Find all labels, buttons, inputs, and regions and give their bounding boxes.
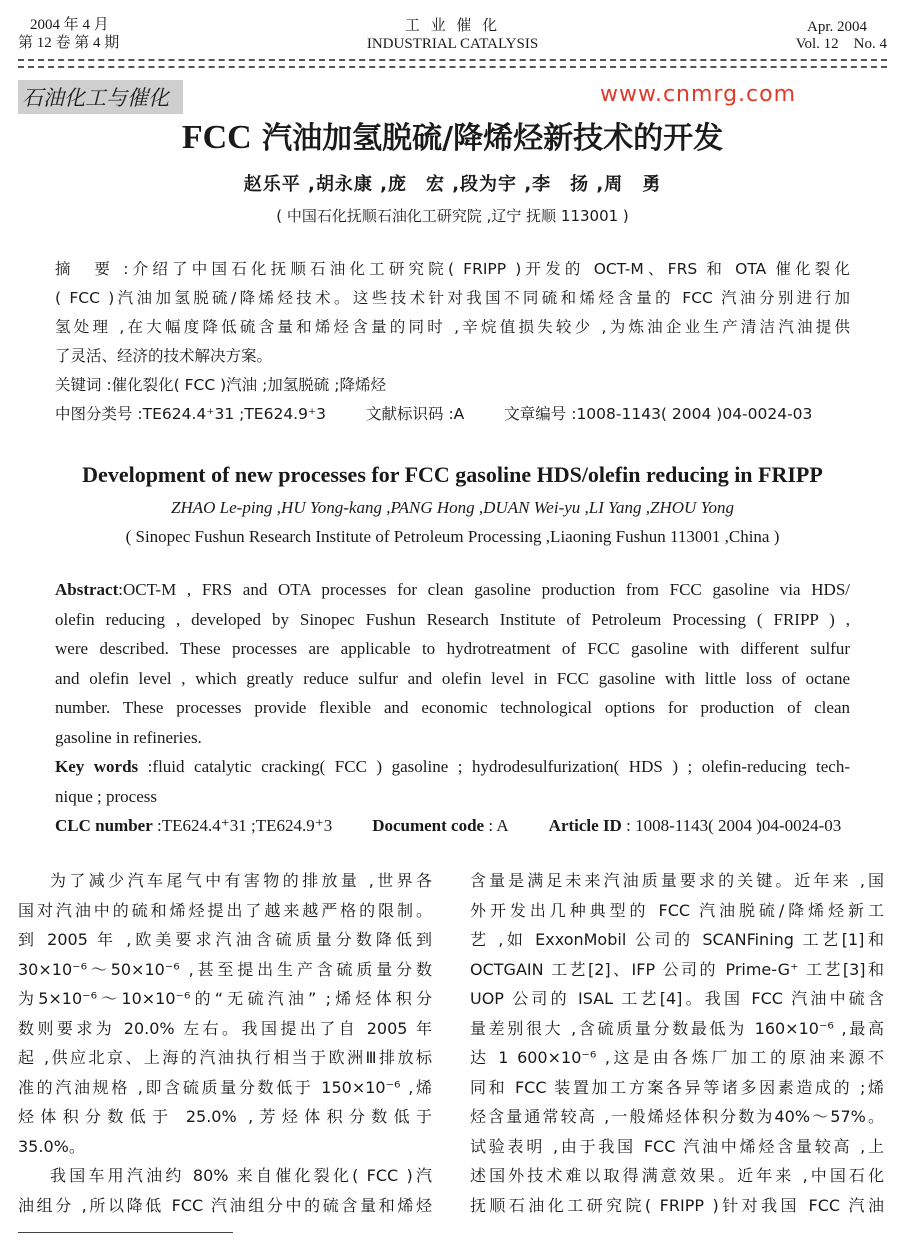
- body-line: 35.0%。: [18, 1136, 85, 1156]
- section-tag: 石油化工与催化: [18, 80, 183, 114]
- abstract-label: Abstract: [55, 580, 119, 599]
- cn-doc-code: 文献标识码 :A: [366, 405, 465, 423]
- body-line: 烃含量通常较高 ,一般烯烃体积分数为40%～57%。: [470, 1107, 884, 1126]
- en-authors: ZHAO Le-ping ,HU Yong-kang ,PANG Hong ,DUAN Wei-yu ,LI Yang ,ZHOU Yong: [171, 498, 734, 517]
- body-line: 我国车用汽油约 80% 来自催化裂化( FCC )汽: [50, 1166, 432, 1185]
- abstract-line: 了灵活、经济的技术解决方案。: [55, 347, 273, 365]
- body-line: 外开发出几种典型的 FCC 汽油脱硫/降烯烃新工: [470, 900, 884, 920]
- body-left-column: [18, 866, 432, 1220]
- body-line: 起 ,供应北京、上海的汽油执行相当于欧洲Ⅲ排放标: [18, 1048, 432, 1067]
- body-line: 国对汽油中的硫和烯烃提出了越来越严格的限制。: [18, 900, 432, 920]
- body-line: 试验表明 ,由于我国 FCC 汽油中烯烃含量较高 ,上: [470, 1136, 884, 1156]
- abstract-line: 氢处理 ,在大幅度降低硫含量和烯烃含量的同时 ,辛烷值损失较少 ,为炼油企业生产清洁汽油提供: [55, 318, 850, 336]
- body-line: 30×10⁻⁶～50×10⁻⁶ ,甚至提出生产含硫质量分数: [18, 959, 432, 979]
- affiliation: ( 中国石化抚顺石油化工研究院 ,辽宁 抚顺 113001 ): [276, 207, 629, 225]
- body-line: 准的汽油规格 ,即含硫质量分数低于 150×10⁻⁶ ,烯: [18, 1077, 432, 1097]
- en-abstract-line: number. These processes provide flexible and economic technological options for production of clean: [55, 698, 850, 717]
- body-line: 为5×10⁻⁶～10×10⁻⁶的“无硫汽油” ;烯烃体积分: [18, 989, 432, 1008]
- cn-article-no: 文章编号 :1008-1143( 2004 )04-0024-03: [504, 405, 813, 423]
- body-right-column: [470, 866, 884, 1220]
- keywords-label: Key words: [55, 757, 139, 776]
- body-line: UOP 公司的 ISAL 工艺[4]。我国 FCC 汽油中硫含: [470, 989, 884, 1008]
- en-keywords: Key words :fluid catalytic cracking( FCC ) gasoline ; hydrodesulfurization( HDS ) ; olefin-reducing tech-: [55, 757, 850, 776]
- cn-clc: 中图分类号 :TE624.4⁺31 ;TE624.9⁺3: [55, 405, 327, 423]
- en-doc-code: Document code : A: [372, 816, 509, 835]
- body-line: 达 1 600×10⁻⁶ ,这是由各炼厂加工的原油来源不: [470, 1048, 884, 1067]
- body-line: OCTGAIN 工艺[2]、IFP 公司的 Prime-G⁺ 工艺[3]和: [470, 959, 884, 979]
- body-line: 烃体积分数低于 25.0% ,芳烃体积分数低于: [18, 1107, 432, 1126]
- en-clc: CLC number :TE624.4⁺31 ;TE624.9⁺3: [55, 816, 333, 835]
- body-line: 述国外技术难以取得满意效果。近年来 ,中国石化: [470, 1166, 884, 1185]
- cn-keywords: 关键词 :催化裂化( FCC )汽油 ;加氢脱硫 ;降烯烃: [55, 376, 386, 394]
- body-line: 艺 ,如 ExxonMobil 公司的 SCANFining 工艺[1]和: [470, 930, 884, 949]
- en-abstract-line: gasoline in refineries.: [55, 727, 202, 747]
- en-abstract-line: were described. These processes are applicable to hydrotreatment of FCC gasoline with different sulfur: [55, 639, 850, 658]
- title-rest: 汽油加氢脱硫/降烯烃新技术的开发: [251, 121, 724, 156]
- en-abstract: [55, 575, 850, 841]
- en-abstract-line: and olefin level , which greatly reduce sulfur and olefin level in FCC gasoline with little loss of octane: [55, 668, 850, 688]
- cn-meta: [55, 400, 850, 429]
- body-line: 含量是满足未来汽油质量要求的关键。近年来 ,国: [470, 871, 884, 890]
- body-line: 同和 FCC 装置加工方案各异等诸多因素造成的 ;烯: [470, 1077, 884, 1097]
- body-line: 油组分 ,所以降低 FCC 汽油组分中的硫含量和烯烃: [18, 1195, 432, 1215]
- volume-cn: 第 12 卷 第 4 期: [18, 35, 120, 51]
- en-abstract-line: olefin reducing , developed by Sinopec Fushun Research Institute of Petroleum Processing ( FRIPP ) ,: [55, 609, 850, 629]
- body-line: 抚顺石油化工研究院( FRIPP )针对我国 FCC 汽油: [470, 1195, 884, 1215]
- body-line: 到 2005 年 ,欧美要求汽油含硫质量分数降低到: [18, 930, 432, 949]
- en-keywords-cont: nique ; process: [55, 786, 157, 806]
- footnote-rule: [18, 1232, 233, 1233]
- en-article-id: Article ID : 1008-1143( 2004 )04-0024-03: [548, 816, 842, 835]
- issue-date-cn: 2004 年 4 月: [30, 17, 109, 33]
- en-meta: [55, 811, 850, 841]
- en-affiliation: ( Sinopec Fushun Research Institute of Petroleum Processing ,Liaoning Fushun 113001 ,China ): [125, 527, 780, 546]
- en-abstract-line: Abstract:OCT-M , FRS and OTA processes for clean gasoline production from FCC gasoline via HDS/: [55, 580, 850, 599]
- paper-title: [0, 118, 905, 159]
- header-rule: [18, 59, 887, 68]
- body-line: 为了减少汽车尾气中有害物的排放量 ,世界各: [50, 871, 432, 890]
- abstract-line: 摘 要 :介绍了中国石化抚顺石油化工研究院( FRIPP )开发的 OCT-M、FRS 和 OTA 催化裂化: [55, 260, 850, 278]
- authors: 赵乐平 ,胡永康 ,庞 宏 ,段为宇 ,李 扬 ,周 勇: [243, 174, 662, 195]
- journal-name-cn: 工 业 催 化: [404, 16, 501, 34]
- volume-en: Vol. 12 No. 4: [795, 36, 887, 52]
- issue-date-en: Apr. 2004: [807, 19, 867, 35]
- body-line: 数则要求为 20.0% 左右。我国提出了自 2005 年: [18, 1018, 432, 1038]
- en-title: Development of new processes for FCC gasoline HDS/olefin reducing in FRIPP: [82, 462, 823, 487]
- abstract-line: ( FCC )汽油加氢脱硫/降烯烃技术。这些技术针对我国不同硫和烯烃含量的 FCC 汽油分别进行加: [55, 289, 850, 307]
- body-line: 量差别很大 ,含硫质量分数最低为 160×10⁻⁶ ,最高: [470, 1018, 884, 1038]
- cn-abstract: [55, 255, 850, 429]
- watermark: www.cnmrg.com: [600, 82, 797, 107]
- journal-name-en: INDUSTRIAL CATALYSIS: [366, 36, 539, 52]
- title-prefix: FCC: [181, 119, 252, 156]
